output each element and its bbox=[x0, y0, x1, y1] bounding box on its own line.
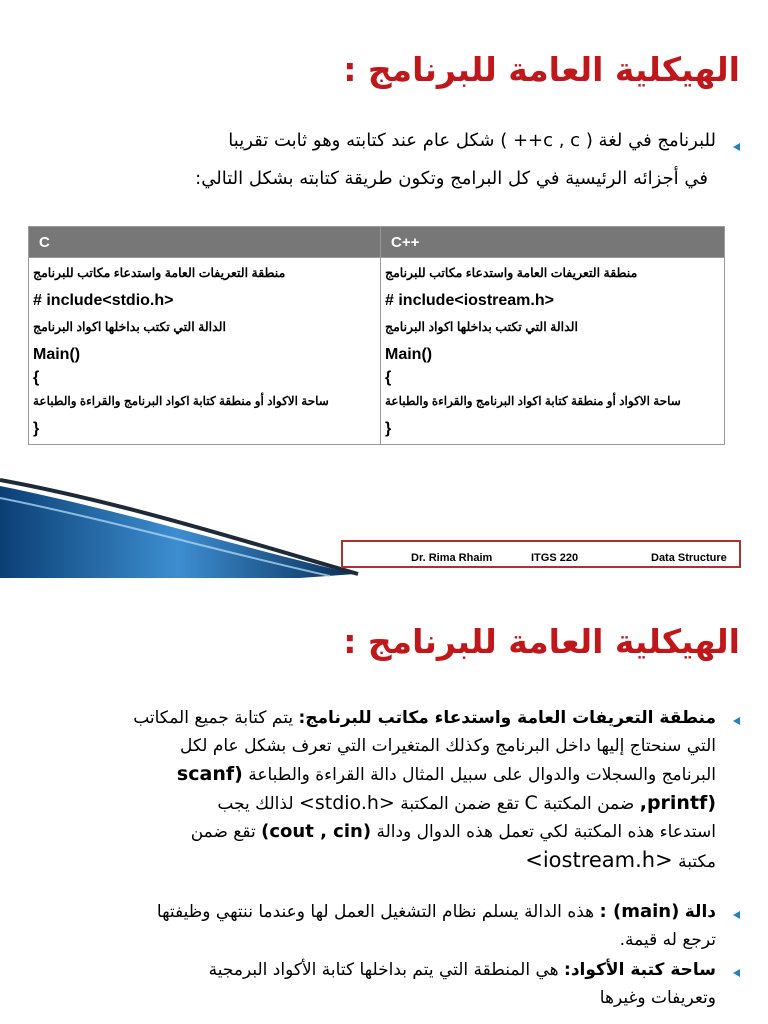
footer-author: Dr. Rima Rhaim bbox=[411, 552, 493, 564]
code-structure-table bbox=[28, 226, 725, 445]
bullet-1-text: ضمن المكتبة bbox=[543, 794, 635, 814]
bullet-1-label: منطقة التعريفات العامة واستدعاء مكاتب للبرنامج: bbox=[298, 708, 716, 728]
code-line: الدالة التي تكتب بداخلها اكواد البرنامج bbox=[385, 320, 578, 334]
bullet-1-text: تقع ضمن المكتبة bbox=[400, 794, 520, 814]
bullet-3 bbox=[209, 956, 716, 1012]
bullet-arrow-icon bbox=[733, 969, 740, 977]
slide-2-title: الهيكلية العامة للبرنامج : bbox=[343, 622, 740, 661]
bullet-2-text: هذه الدالة يسلم نظام التشغيل العمل لها وعندما ننتهي وظيفتها bbox=[156, 902, 595, 922]
bullet-1-keyword: <iostream.h> bbox=[525, 848, 673, 872]
code-line: } bbox=[385, 420, 392, 437]
code-line: { bbox=[385, 369, 392, 386]
bullet-arrow-icon bbox=[733, 717, 740, 725]
slide-footer bbox=[341, 540, 741, 568]
bullet-2 bbox=[157, 898, 716, 954]
code-line: منطقة التعريفات العامة واستدعاء مكاتب للبرنامج bbox=[385, 266, 638, 280]
bullet-1-text: مكتبة bbox=[678, 852, 716, 872]
bullet-1 bbox=[64, 704, 716, 876]
slide-2 bbox=[0, 578, 768, 1024]
slide-1-bullet-line-1: للبرنامج في لغة ( c , c++ ) شكل عام عند كتابته وهو ثابت تقريبا bbox=[228, 130, 716, 151]
code-line: الدالة التي تكتب بداخلها اكواد البرنامج bbox=[33, 320, 226, 334]
bullet-1-text: لذالك يجب bbox=[217, 794, 294, 814]
code-line: ساحة الاكواد أو منطقة كتابة اكواد البرنامج والقراءة والطباعة bbox=[33, 394, 329, 408]
bullet-arrow-icon bbox=[733, 143, 740, 151]
code-line: { bbox=[33, 369, 40, 386]
bullet-3-label: ساحة كتبة الأكواد: bbox=[564, 960, 716, 980]
bullet-1-keyword: (cout , cin) bbox=[261, 821, 372, 842]
bullet-1-text: استدعاء هذه المكتبة لكي تعمل هذه الدوال ودالة bbox=[376, 822, 716, 842]
bullet-3-text: هي المنطقة التي يتم بداخلها كتابة الأكواد البرمجية bbox=[208, 960, 559, 980]
bullet-1-keyword: <stdio.h> bbox=[298, 792, 395, 814]
code-line: # include<stdio.h> bbox=[33, 292, 174, 309]
c-code-cell bbox=[29, 258, 381, 445]
cpp-code-cell bbox=[381, 258, 725, 445]
code-line: ساحة الاكواد أو منطقة كتابة اكواد البرنامج والقراءة والطباعة bbox=[385, 394, 681, 408]
bullet-1-text: تقع ضمن bbox=[190, 822, 256, 842]
bullet-2-keyword: (main) : bbox=[599, 901, 680, 922]
bullet-1-keyword: (printf, bbox=[639, 792, 716, 814]
code-line: منطقة التعريفات العامة واستدعاء مكاتب للبرنامج bbox=[33, 266, 286, 280]
code-line: Main() bbox=[33, 346, 81, 363]
bullet-1-keyword: C bbox=[524, 792, 538, 814]
decorative-swoosh bbox=[0, 470, 360, 578]
footer-subject: Data Structure bbox=[651, 552, 727, 564]
bullet-3-text: وتعريفات وغيرها bbox=[599, 988, 716, 1008]
table-header-c: C bbox=[29, 227, 381, 258]
code-line: } bbox=[33, 420, 40, 437]
bullet-2-label: دالة bbox=[684, 902, 716, 922]
bullet-arrow-icon bbox=[733, 911, 740, 919]
bullet-1-text: البرنامج والسجلات والدوال على سبيل المثال دالة القراءة والطباعة bbox=[248, 765, 716, 785]
bullet-1-text: يتم كتابة جميع المكاتب bbox=[133, 708, 294, 728]
bullet-1-keyword: (scanf bbox=[176, 763, 243, 785]
code-line: Main() bbox=[385, 346, 433, 363]
code-line: # include<iostream.h> bbox=[385, 292, 554, 309]
table-header-cpp: C++ bbox=[381, 227, 725, 258]
bullet-1-text: التي سنحتاج إليها داخل البرنامج وكذلك المتغيرات التي تعرف بشكل عام لكل bbox=[179, 736, 716, 756]
slide-1-bullet-line-2: في أجزائه الرئيسية في كل البرامج وتكون طريقة كتابته بشكل التالي: bbox=[195, 168, 708, 189]
slide-1-title: الهيكلية العامة للبرنامج : bbox=[343, 50, 740, 89]
footer-course: ITGS 220 bbox=[531, 552, 579, 564]
bullet-2-text: ترجع له قيمة. bbox=[619, 930, 716, 950]
